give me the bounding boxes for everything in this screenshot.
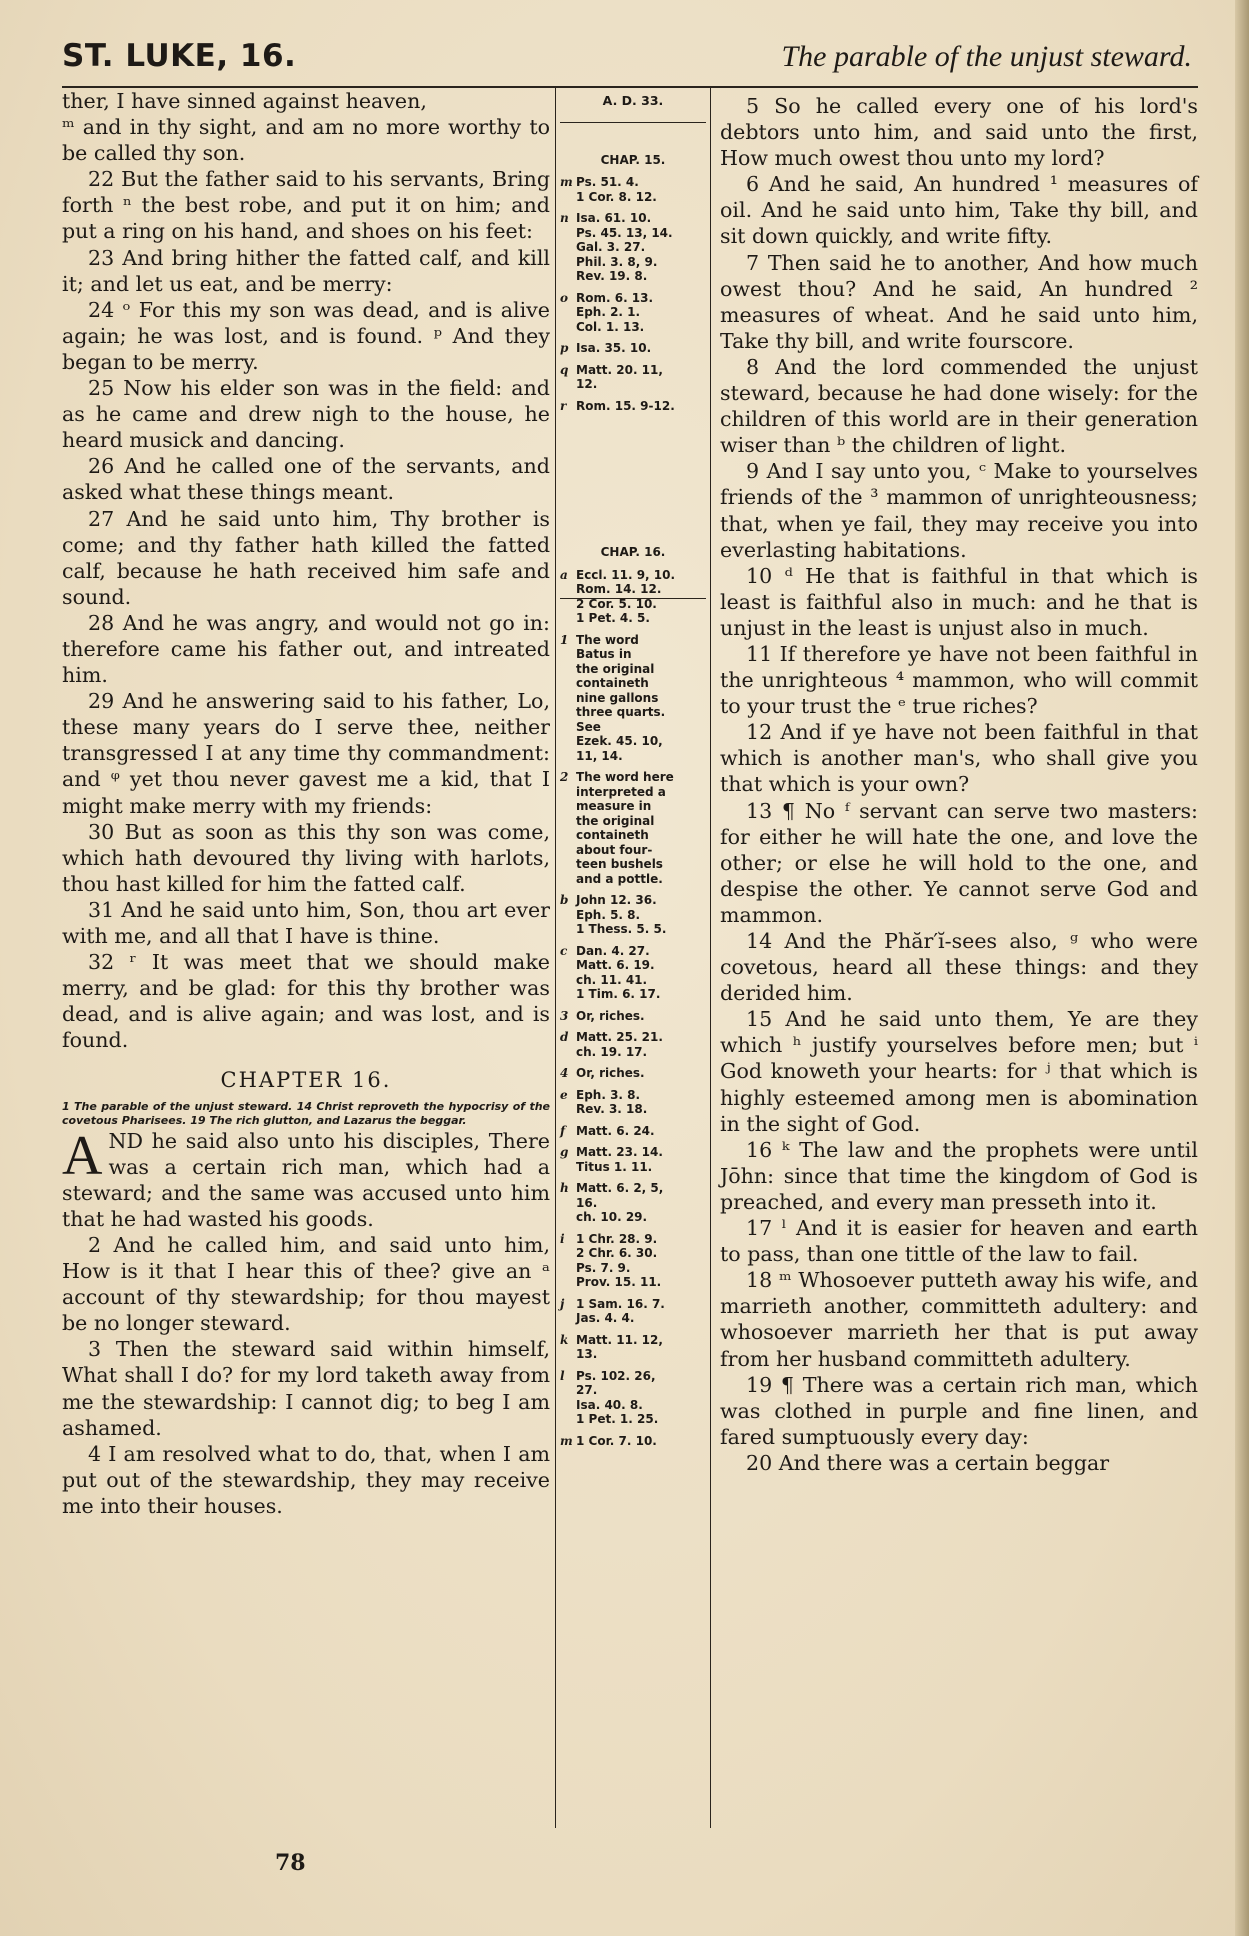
page-number: 78: [275, 1850, 306, 1876]
column-divider-right: [710, 88, 711, 1828]
verse: 25 Now his elder son was in the field: and as he came and drew nigh to the house, he heard musick and dancing.: [62, 376, 550, 453]
reference-text: Matt. 25. 21. ch. 19. 17.: [576, 1030, 663, 1059]
left-column: [62, 88, 550, 1519]
verse: ther, I have sinned against heaven,: [62, 89, 427, 113]
verse: 29 And he answering said to his father, Lo, these many years do I serve thee, neither transgressed I at any time thy commandment: and ᵠ yet thou never gavest me a kid, that I might make merry with my friends:: [62, 689, 550, 818]
cross-reference: [560, 568, 706, 626]
verse: 2 And he called him, and said unto him, How is it that I hear this of thee? give an ᵃ account of thy stewardship; for thou mayest be no longer steward.: [62, 1232, 550, 1336]
reference-marker: k: [560, 1332, 569, 1347]
cross-reference: [560, 1434, 706, 1449]
chapter-heading: CHAPTER 16.: [220, 1068, 392, 1093]
reference-text: 1 Sam. 16. 7. Jas. 4. 4.: [576, 1296, 665, 1325]
verse: 22 But the father said to his servants, Bring forth ⁿ the best robe, and put it on him; and put a ring on his hand, and shoes on his feet:: [62, 167, 550, 244]
page-edge: [1235, 0, 1249, 1936]
reference-marker: 2: [560, 770, 569, 784]
reference-text: Isa. 35. 10.: [576, 341, 652, 355]
verse: 23 And bring hither the fatted calf, and kill it; and let us eat, and be merry:: [62, 245, 550, 296]
reference-marker: p: [560, 341, 569, 355]
reference-marker: f: [560, 1123, 566, 1138]
cross-reference: [560, 1030, 706, 1059]
cross-reference: [560, 363, 706, 392]
reference-marker: i: [560, 1231, 565, 1246]
reference-text: Ps. 102. 26, 27. Isa. 40. 8. 1 Pet. 1. 25.: [576, 1368, 659, 1426]
cross-reference: [560, 1066, 706, 1081]
chap16-references: [560, 568, 706, 1449]
verse: 18 ᵐ Whosoever putteth away his wife, and marrieth another, committeth adultery: and whosoever marrieth her that is put away from her husband committeth adultery.: [720, 1268, 1198, 1371]
cross-reference: [560, 341, 706, 356]
reference-marker: g: [560, 1145, 569, 1159]
reference-marker: a: [560, 567, 568, 582]
era-label: A. D. 33.: [602, 93, 664, 108]
first-verse-text: ND he said also unto his disciples, There was a certain rich man, which had a steward; and the same was accused unto him that he had wasted his goods.: [62, 1128, 550, 1231]
cross-reference: [560, 399, 706, 414]
cross-reference: [560, 211, 706, 284]
verse: 9 And I say unto you, ᶜ Make to yourselves friends of the ³ mammon of unrighteousness; that, when ye fail, they may receive you into everlasting habitations.: [720, 459, 1198, 562]
reference-marker: b: [560, 893, 569, 907]
verse: 24 ᵒ For this my son was dead, and is alive again; he was lost, and is found. ᵖ And they began to be merry.: [62, 297, 550, 374]
reference-text: The word Batus in the original containeth nine gallons three quarts. See Ezek. 45. 10, 11, 14.: [576, 632, 666, 763]
reference-text: Matt. 6. 2, 5, 16. ch. 10. 29.: [576, 1181, 664, 1224]
drop-cap: A: [62, 1124, 103, 1187]
verse: 14 And the Phăr′ĭ-sees also, ᵍ who were covetous, heard all these things: and they derided him.: [720, 929, 1198, 1006]
right-column: [720, 93, 1198, 1476]
book-chapter-title: ST. LUKE, 16.: [62, 38, 297, 74]
right-verses: [720, 93, 1198, 1476]
reference-marker: 4: [560, 1066, 569, 1080]
reference-text: Matt. 6. 24.: [576, 1123, 655, 1138]
reference-marker: n: [560, 211, 569, 225]
cross-reference: [560, 175, 706, 204]
cross-reference: [560, 633, 706, 764]
verse: 12 And if ye have not been faithful in that which is another man's, who shall give you that which is your own?: [720, 720, 1198, 797]
reference-text: 1 Chr. 28. 9. 2 Chr. 6. 30. Ps. 7. 9. Prov. 15. 11.: [576, 1231, 662, 1289]
reference-text: Or, riches.: [576, 1066, 645, 1080]
reference-text: Matt. 20. 11, 12.: [576, 362, 663, 391]
reference-text: Or, riches.: [576, 1008, 645, 1023]
reference-text: John 12. 36. Eph. 5. 8. 1 Thess. 5. 5.: [576, 893, 667, 936]
verse: ᵐ and in thy sight, and am no more worthy to be called thy son.: [62, 115, 550, 166]
verse: 17 ˡ And it is easier for heaven and earth to pass, than one tittle of the law to fail.: [720, 1216, 1198, 1267]
running-header: [62, 38, 1192, 86]
cross-reference: [560, 1369, 706, 1427]
reference-marker: l: [560, 1368, 565, 1383]
cross-reference: [560, 1009, 706, 1024]
cross-reference: [560, 1181, 706, 1225]
verse: 28 And he was angry, and would not go in: therefore came his father out, and intreated him.: [62, 610, 550, 688]
reference-marker: 1: [560, 632, 569, 647]
cross-reference: [560, 944, 706, 1002]
chap16-label: CHAP. 16.: [600, 545, 666, 559]
reference-marker: m: [560, 1433, 573, 1448]
reference-marker: c: [560, 943, 568, 958]
chap15-references: [560, 175, 706, 413]
chap15-label: CHAP. 15.: [600, 152, 666, 167]
reference-marker: q: [560, 362, 569, 377]
reference-marker: 3: [560, 1008, 569, 1023]
cross-reference: [560, 291, 706, 335]
verse: 10 ᵈ He that is faithful in that which is least is faithful also in much: and he that is unjust in the least is unjust also in much.: [720, 563, 1198, 640]
reference-marker: r: [560, 398, 567, 413]
reference-marker: o: [560, 290, 569, 305]
cross-reference: [560, 1297, 706, 1326]
verse: 7 Then said he to another, And how much owest thou? And he said, An hundred ² measures of wheat. And he said unto him, Take thy bill, and write fourscore.: [720, 250, 1198, 353]
left-verses-chapter16: [62, 1232, 550, 1519]
reference-marker: j: [560, 1296, 565, 1311]
running-title: The parable of the unjust steward.: [781, 40, 1192, 73]
verse: 3 Then the steward said within himself, What shall I do? for my lord taketh away from me the stewardship: I cannot dig; to beg I am ashamed.: [62, 1337, 550, 1440]
column-divider-left: [555, 88, 556, 1828]
cross-reference: [560, 893, 706, 937]
reference-marker: h: [560, 1181, 569, 1195]
cross-reference: [560, 1124, 706, 1139]
reference-text: Eph. 3. 8. Rev. 3. 18.: [576, 1087, 648, 1116]
verse: 4 I am resolved what to do, that, when I am put out of the stewardship, they may receive me into their houses.: [62, 1441, 550, 1518]
verse: 5 So he called every one of his lord's debtors unto him, and said unto the first, How much owest thou unto my lord?: [720, 94, 1198, 171]
reference-text: Ps. 51. 4. 1 Cor. 8. 12.: [576, 175, 657, 204]
verse: 15 And he said unto them, Ye are they which ʰ justify yourselves before men; but ⁱ God knoweth your hearts: for ʲ that which is highly esteemed among men is abomination in the sight of God.: [720, 1007, 1198, 1136]
verse: 26 And he called one of the servants, and asked what these things meant.: [62, 454, 550, 505]
cross-reference: [560, 1088, 706, 1117]
verse: 30 But as soon as this thy son was come, which hath devoured thy living with harlots, thou hast killed for him the fatted calf.: [62, 819, 550, 896]
reference-text: Matt. 11. 12, 13.: [576, 1332, 663, 1361]
verse: 8 And the lord commended the unjust steward, because he had done wisely: for the children of this world are in their generation wiser than ᵇ the children of light.: [720, 354, 1198, 458]
cross-reference: [560, 770, 706, 886]
reference-column: [560, 92, 706, 1455]
reference-marker: m: [560, 175, 573, 189]
verse: 27 And he said unto him, Thy brother is come; and thy father hath killed the fatted calf, because he hath received him safe and sound.: [62, 506, 550, 609]
reference-text: Eccl. 11. 9, 10. Rom. 14. 12. 2 Cor. 5. 10. 1 Pet. 4. 5.: [576, 567, 676, 625]
reference-text: Isa. 61. 10. Ps. 45. 13, 14. Gal. 3. 27. Phil. 3. 8, 9. Rev. 19. 8.: [576, 211, 673, 283]
verse: 11 If therefore ye have not been faithful in the unrighteous ⁴ mammon, who will commit to your trust the ᵉ true riches?: [720, 641, 1198, 719]
verse: 32 ʳ It was meet that we should make merry, and be glad: for this thy brother was dead, and is alive again; and was lost, and is found.: [62, 950, 550, 1053]
first-verse: [62, 1124, 550, 1232]
reference-text: Dan. 4. 27. Matt. 6. 19. ch. 11. 41. 1 Tim. 6. 17.: [576, 943, 661, 1001]
reference-marker: e: [560, 1087, 568, 1102]
left-verses: [62, 88, 550, 1053]
reference-text: 1 Cor. 7. 10.: [576, 1433, 657, 1448]
verse: 13 ¶ No ᶠ servant can serve two masters: for either he will hate the one, and love the other; or else he will hold to the one, and despise the other. Ye cannot serve God and mammon.: [720, 798, 1198, 927]
reference-text: Matt. 23. 14. Titus 1. 11.: [576, 1145, 663, 1174]
reference-text: Rom. 6. 13. Eph. 2. 1. Col. 1. 13.: [576, 290, 654, 334]
verse: 16 ᵏ The law and the prophets were until Jōhn: since that time the kingdom of God is preached, and every man presseth into it.: [720, 1137, 1198, 1214]
verse: 31 And he said unto him, Son, thou art ever with me, and all that I have is thine.: [62, 897, 550, 948]
cross-reference: [560, 1333, 706, 1362]
reference-text: Rom. 15. 9-12.: [576, 398, 675, 413]
reference-marker: d: [560, 1030, 569, 1044]
chapter-summary: 1 The parable of the unjust steward. 14 Christ reproveth the hypocrisy of the covetous Pharisees. 19 The rich glutton, and Lazarus the beggar.: [62, 1099, 550, 1127]
cross-reference: [560, 1145, 706, 1174]
reference-text: The word here interpreted a measure in the original containeth about four- teen bushels and a pottle.: [576, 770, 674, 886]
verse: 6 And he said, An hundred ¹ measures of oil. And he said unto him, Take thy bill, and sit down quickly, and write fifty.: [720, 172, 1198, 249]
verse: 20 And there was a certain beggar: [746, 1450, 1110, 1475]
verse: 19 ¶ There was a certain rich man, which was clothed in purple and fine linen, and fared sumptuously every day:: [720, 1372, 1198, 1449]
cross-reference: [560, 1232, 706, 1290]
